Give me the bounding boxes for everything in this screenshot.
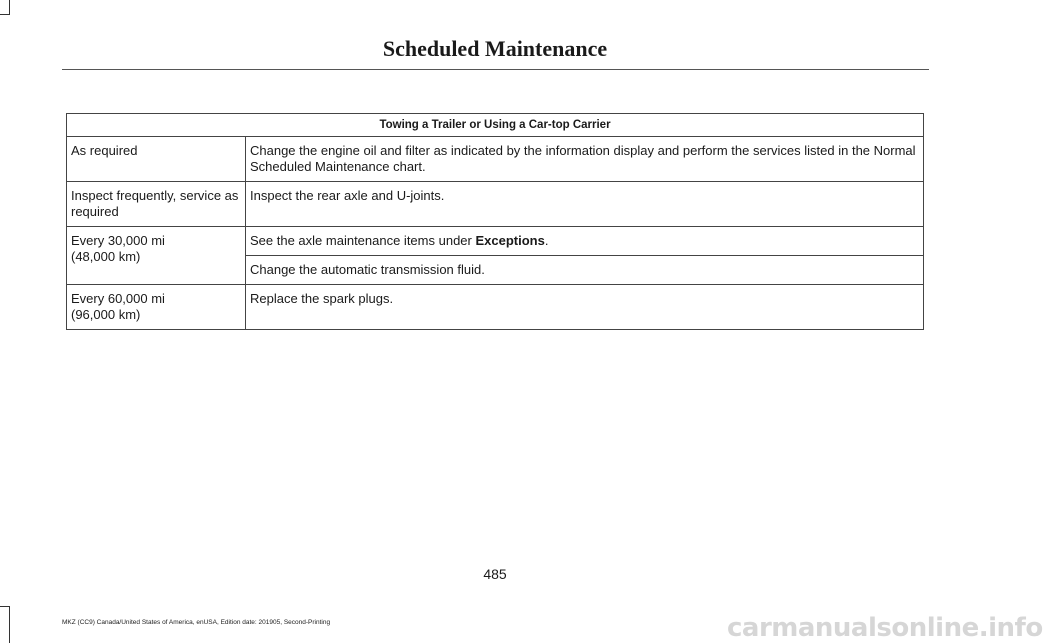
table-row [67,227,924,256]
table-title: Towing a Trailer or Using a Car-top Carrier [67,114,924,137]
table-row [67,182,924,227]
footer-edition-info: MKZ (CC9) Canada/United States of America, enUSA, Edition date: 201905, Second-Printing [62,619,331,626]
interval-line: Every 60,000 mi [71,291,165,306]
interval-line: (48,000 km) [71,249,141,264]
interval-cell: Inspect frequently, service as required [67,182,246,227]
table-row [67,137,924,182]
task-cell: Change the automatic transmission fluid. [246,256,924,285]
page-number: 485 [483,566,507,582]
watermark-logo: carmanualsonline.info [727,613,1043,643]
task-text: See the axle maintenance items under [250,233,476,248]
crop-mark-bottom-left-v [9,606,10,643]
maintenance-table [66,113,924,330]
exceptions-reference: Exceptions [475,233,545,248]
crop-mark-top-left-v [9,0,10,14]
page-title: Scheduled Maintenance [382,36,608,61]
task-cell: Inspect the rear axle and U-joints. [246,182,924,227]
interval-cell [67,227,246,285]
interval-line: Every 30,000 mi [71,233,165,248]
interval-cell [67,285,246,330]
task-cell: Change the engine oil and filter as indicated by the information display and perform the services listed in the Normal Scheduled Maintenance chart. [246,137,924,182]
table-row [67,285,924,330]
task-cell [246,227,924,256]
interval-cell: As required [67,137,246,182]
crop-mark-top-left-h [0,14,10,15]
interval-line: (96,000 km) [71,307,141,322]
table-header-row [67,114,924,137]
task-cell: Replace the spark plugs. [246,285,924,330]
task-text: . [544,233,549,248]
header-divider [62,69,929,70]
